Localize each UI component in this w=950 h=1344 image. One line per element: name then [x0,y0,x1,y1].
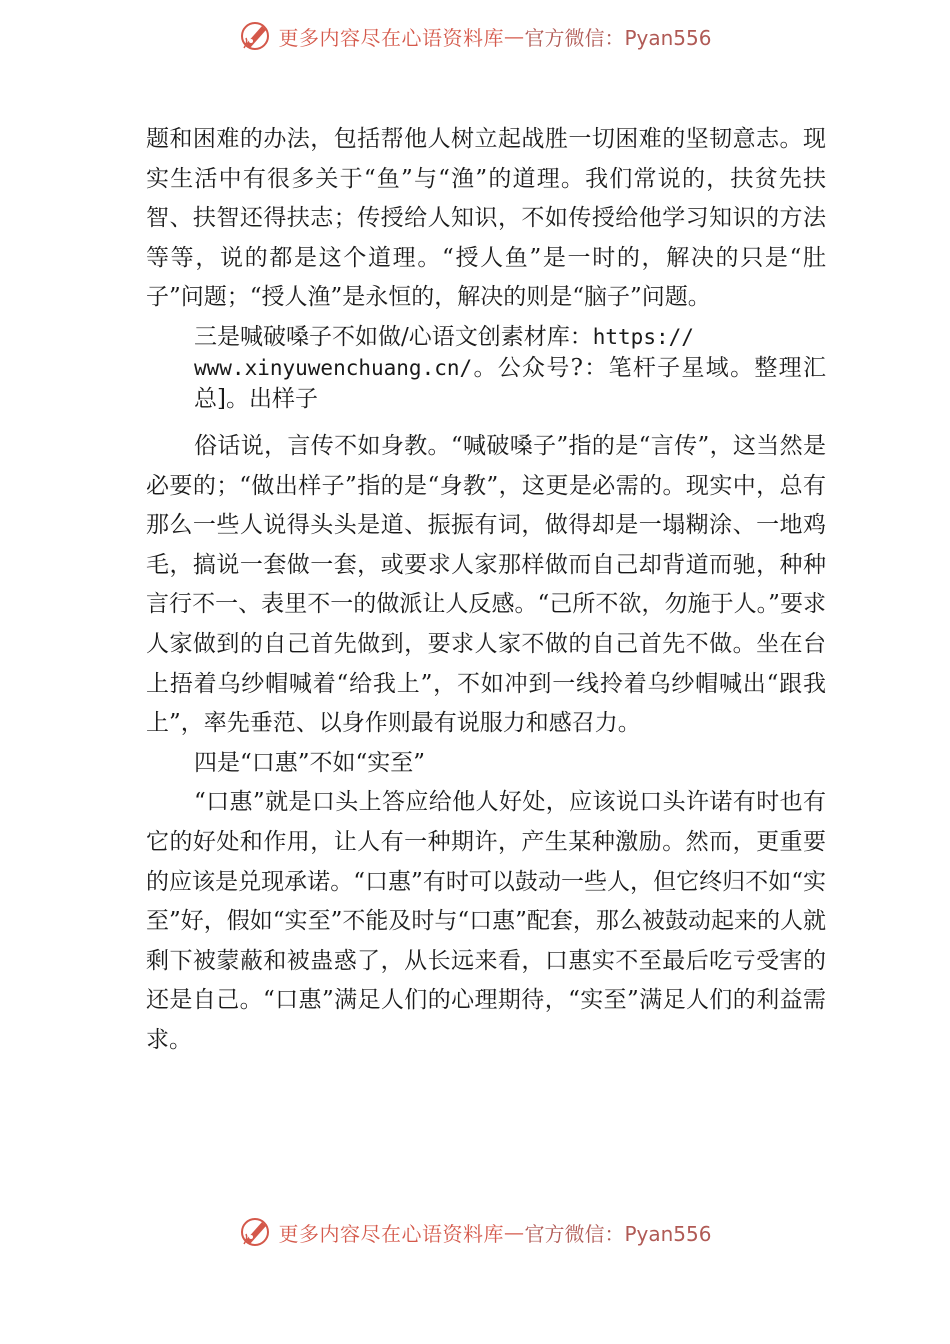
banner-dash: — [503,24,525,48]
footer-wechat: 官方微信：Pyan556 [524,1221,712,1246]
pen-nib-logo-icon [238,18,274,54]
footer-banner [0,1212,950,1252]
pen-nib-logo-icon [238,1214,274,1250]
paragraph-2-url-1: https:// [592,324,694,349]
paragraph-2-tail: 。公众号?：笔杆子星域。整理汇总]。出样子 [194,354,826,412]
paragraph-5: “口惠”就是口头上答应给他人好处，应该说口头许诺有时也有它的好处和作用，让人有一种期许，产生某种激励。然而，更重要的应该是兑现承诺。“口惠”有时可以鼓动一些人，但它终归不如“实至”好，假如“实至”不能及时与“口惠”配套，那么被鼓动起来的人就剩下被蒙蔽和被蛊惑了，从长远来看，口惠实不至最后吃亏受害的还是自己。“口惠”满足人们的心理期待，“实至”满足人们的利益需求。 [146,789,826,1053]
paragraph-3: 俗话说，言传不如身教。“喊破嗓子”指的是“言传”，这当然是必要的；“做出样子”指的是“身教”，这更是必需的。现实中，总有那么一些人说得头头是道、振振有词，做得却是一塌糊涂、一地鸡毛，搞说一套做一套，或要求人家那样做而自己却背道而驰，种种言行不一、表里不一的做派让人反感。“己所不欲，勿施于人。”要求人家做到的自己首先做到，要求人家不做的自己首先不做。坐在台上捂着乌纱帽喊着“给我上”，不如冲到一线拎着乌纱帽喊出“跟我上”，率先垂范、以身作则最有说服力和感召力。 [146,432,826,737]
paragraph-2 [146,322,826,415]
banner-wechat: 官方微信：Pyan556 [524,25,712,50]
paragraph-1: 题和困难的办法，包括帮他人树立起战胜一切困难的坚韧意志。现实生活中有很多关于“鱼”与“渔”的道理。我们常说的，扶贫先扶智、扶智还得扶志；传授给人知识，不如传授给他学习知识的方法等等，说的都是这个道理。“授人鱼”是一时的，解决的只是“肚子”问题；“授人渔”是永恒的，解决的则是“脑子”问题。 [146,126,826,311]
footer-dash: — [503,1220,525,1244]
section-heading-4: 四是“口惠”不如“实至” [194,749,426,776]
banner-brand: 更多内容尽在心语资料库 [278,25,504,50]
footer-brand: 更多内容尽在心语资料库 [278,1221,504,1246]
paragraph-2-url-2: www.xinyuwenchuang.cn/ [194,355,473,380]
header-banner [0,16,950,56]
paragraph-2-lead: 三是喊破嗓子不如做/心语文创素材库： [194,323,593,350]
document-body [146,120,826,1060]
